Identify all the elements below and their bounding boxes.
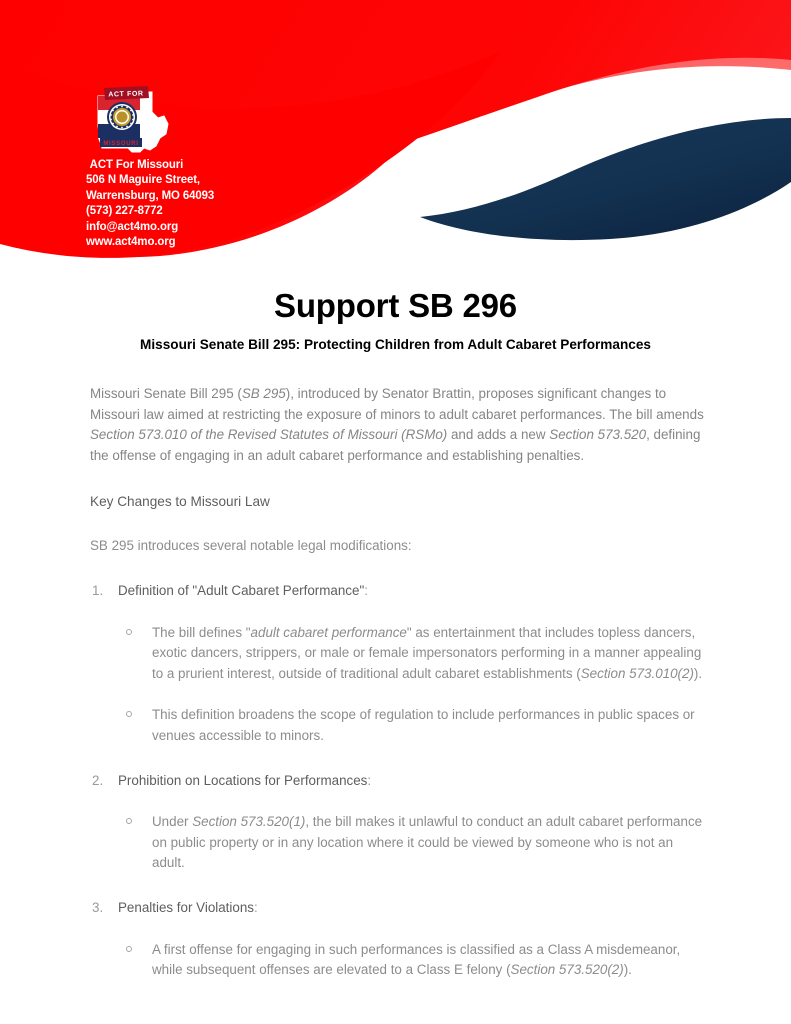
missouri-state-outline-icon — [92, 86, 174, 158]
list-item — [118, 940, 705, 981]
sub-bullet-list — [118, 623, 705, 747]
contact-info-block — [86, 157, 214, 249]
sub-bullet-list — [118, 812, 705, 874]
contact-street: 506 N Maguire Street, — [86, 172, 201, 187]
circle-bullet-icon — [126, 818, 132, 824]
circle-bullet-icon — [126, 946, 132, 952]
list-item-heading: Penalties for Violations — [118, 899, 254, 915]
intro-text-1: Missouri Senate Bill 295 ( — [90, 386, 242, 401]
section-heading-key-changes: Key Changes to Missouri Law — [90, 494, 270, 510]
contact-city-state-zip: Warrensburg, MO 64093 — [86, 187, 215, 202]
list-item-heading: Prohibition on Locations for Performances — [118, 772, 368, 788]
bullet-text-1: A first offense for engaging in such performances is classified as a Class A misdemeanor, while subsequent offenses are elevated to a Class E felony ( — [152, 941, 681, 978]
intro-text-3: and adds a new — [447, 427, 550, 443]
list-item — [90, 898, 705, 981]
page-title: Support SB 296 — [274, 287, 517, 324]
bullet-italic-1: Section 573.520(2) — [510, 962, 624, 978]
bullet-text-2: , the bill makes it unlawful to conduct an adult cabaret performance on public property or in any location where it could be viewed by someone who is not an adult. — [152, 814, 703, 871]
bullet-text-1: This definition broadens the scope of regulation to include performances in public spaces or venues accessible to minors. — [152, 707, 695, 743]
bullet-text-1: The bill defines " — [152, 624, 251, 640]
list-item-colon: : — [367, 772, 372, 788]
bullet-text-2: ). — [623, 962, 632, 978]
list-item — [90, 581, 705, 747]
key-changes-list — [90, 581, 705, 981]
contact-website: www.act4mo.org — [86, 234, 176, 249]
bullet-text-1: Under — [152, 814, 193, 830]
list-item — [118, 705, 705, 746]
bullet-text-3: ). — [693, 665, 703, 681]
circle-bullet-icon — [126, 629, 132, 635]
list-item — [118, 623, 705, 685]
page-subtitle: Missouri Senate Bill 295: Protecting Children from Adult Cabaret Performances — [140, 337, 651, 352]
bullet-italic-1: Section 573.520(1) — [192, 814, 306, 830]
list-item-colon: : — [253, 899, 258, 915]
document-body — [0, 270, 791, 981]
contact-phone: (573) 227-8772 — [86, 203, 163, 218]
contact-organization: ACT For Missouri — [89, 157, 184, 171]
svg-text:MISSOURI: MISSOURI — [103, 141, 139, 147]
list-item-colon: : — [364, 582, 368, 598]
intro-italic-1: SB 295 — [241, 386, 286, 401]
header-banner — [0, 0, 791, 270]
intro-paragraph — [90, 384, 705, 466]
sub-bullet-list — [118, 940, 705, 981]
intro-italic-2: Section 573.010 of the Revised Statutes of Missouri (RSMo) — [90, 427, 448, 443]
intro-italic-3: Section 573.520 — [549, 427, 647, 443]
circle-bullet-icon — [126, 711, 132, 717]
list-item-heading: Definition of "Adult Cabaret Performance" — [118, 582, 365, 598]
list-item — [90, 771, 705, 874]
lead-paragraph: SB 295 introduces several notable legal modifications: — [90, 538, 412, 554]
svg-text:ACT FOR: ACT FOR — [108, 90, 144, 99]
bullet-italic-1: adult cabaret performance — [250, 624, 407, 640]
bullet-italic-2: Section 573.010(2) — [580, 665, 694, 681]
intro-text-2: ), introduced by Senator Brattin, proposes significant changes to Missouri law aimed at restricting the exposure of minors to adult cabaret performances. The bill amends — [90, 386, 704, 422]
list-number: 3. — [92, 899, 104, 915]
list-item — [118, 812, 705, 874]
list-number: 2. — [92, 772, 104, 788]
bullet-text-2: " as entertainment that includes topless dancers, exotic dancers, strippers, or male or female impersonators performing in a manner appealing to a prurient interest, outside of traditional adult cabaret establishments ( — [152, 624, 702, 681]
contact-email: info@act4mo.org — [86, 218, 179, 233]
intro-text-4: , defining the offense of engaging in an adult cabaret performance and establishing penalties. — [90, 427, 701, 463]
act-for-missouri-logo — [92, 86, 174, 158]
list-number: 1. — [92, 582, 104, 598]
